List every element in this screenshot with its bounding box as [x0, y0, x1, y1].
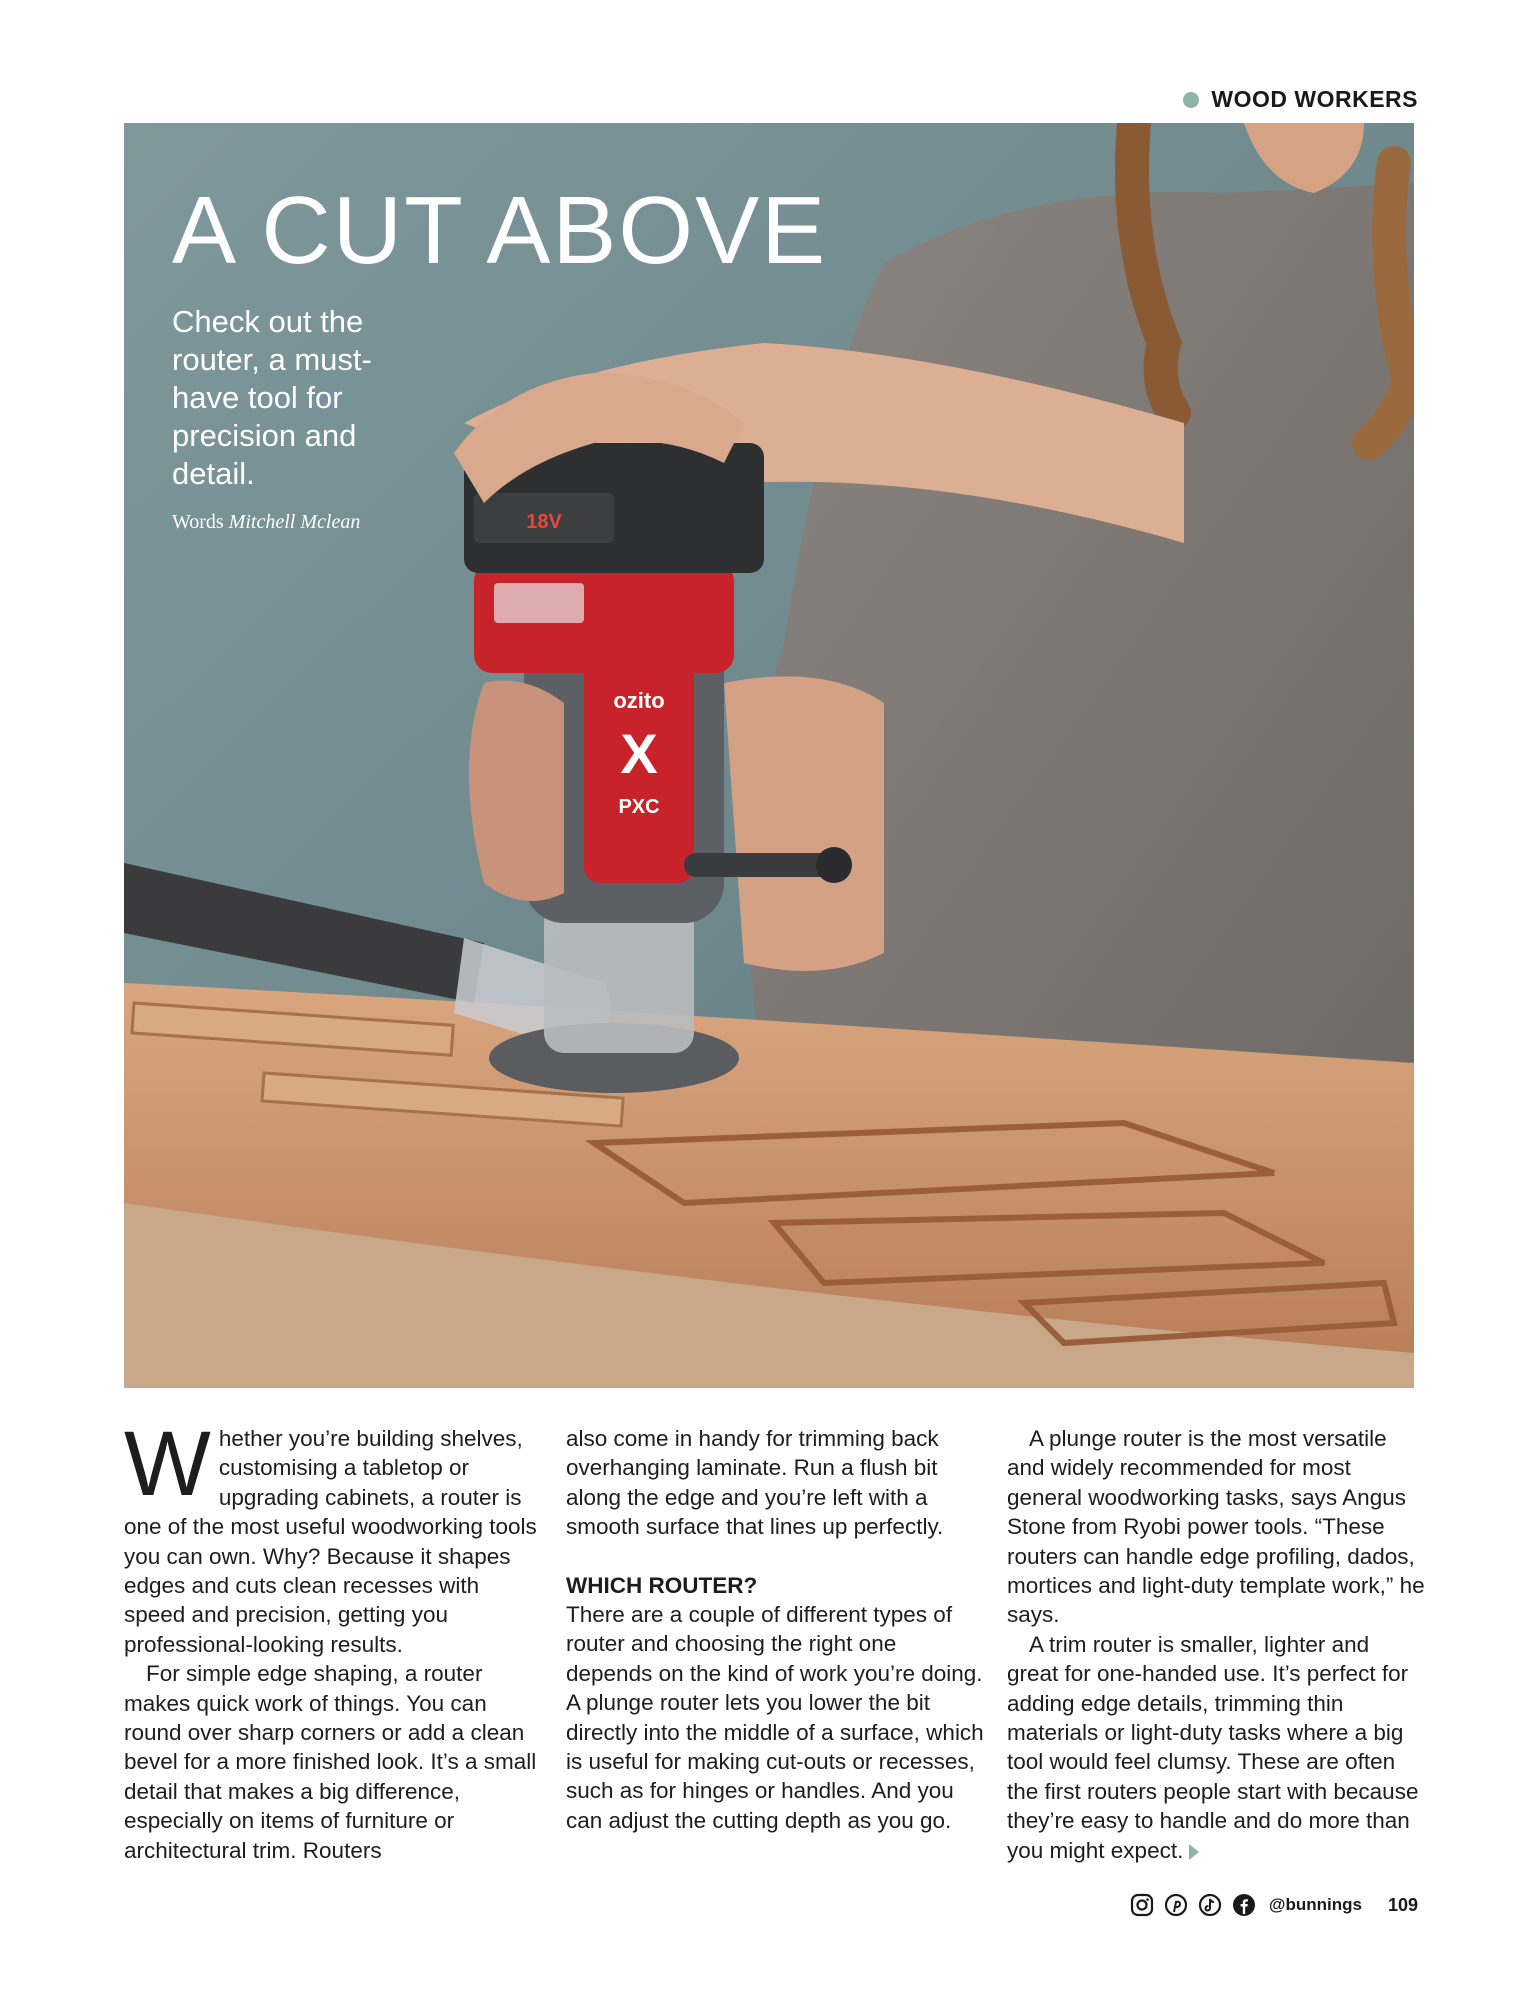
depth-knob-tip — [816, 847, 852, 883]
column-2-paragraph-1: also come in handy for trimming back overhanging laminate. Run a flush bit along the edge and you’re left with a smooth surface that lines up perfectly. — [566, 1426, 944, 1540]
depth-knob — [684, 853, 834, 877]
byline — [172, 511, 360, 534]
pinterest-icon[interactable] — [1163, 1892, 1189, 1918]
tool-badge-text: X — [620, 722, 658, 785]
section-tag-label: WOOD WORKERS — [1211, 86, 1418, 112]
social-handle[interactable]: @bunnings — [1268, 1895, 1362, 1914]
tool-model-text: PXC — [618, 796, 660, 818]
column-2-paragraph-2: There are a couple of different types of router and choosing the right one depends on the kind of work you’re doing. A plunge router lets you lower the bit directly into the middle of a surface, which is useful for making cut-outs or recesses, such as for hinges or handles. And you can adjust the cutting depth as you go. — [566, 1602, 984, 1833]
column-3-paragraph-1: A plunge router is the most versatile and widely recommended for most general woodworking tasks, says Angus Stone from Ryobi power tools. “These routers can handle edge profiling, dados, mortices and light-duty template work,” he says. — [1007, 1426, 1425, 1628]
page-title: A CUT ABOVE — [172, 177, 828, 284]
dropcap: W — [124, 1413, 211, 1515]
lower-arm — [724, 676, 884, 971]
subheading: WHICH ROUTER? — [566, 1572, 758, 1598]
hero-photo — [124, 123, 1414, 1388]
column-3-paragraph-2-text: A trim router is smaller, lighter and great for one-handed use. It’s perfect for adding edge details, trimming thin materials or light-duty tasks where a big tool would feel clumsy. These are often the first routers people start with because they’re easy to handle and do more than you might expect. — [1007, 1631, 1419, 1863]
page-number: 109 — [1387, 1894, 1418, 1915]
article-column-2 — [566, 1424, 984, 1835]
continue-arrow-icon — [1189, 1844, 1199, 1860]
byline-prefix: Words — [172, 511, 224, 533]
byline-author: Mitchell Mclean — [228, 511, 361, 533]
article-column-1 — [124, 1413, 542, 1865]
battery-voltage-text: 18V — [526, 511, 562, 533]
article-column-3 — [1007, 1424, 1425, 1865]
router-housing-clear — [544, 903, 694, 1053]
section-tag — [1183, 86, 1418, 113]
facebook-icon[interactable] — [1231, 1892, 1257, 1918]
tiktok-icon[interactable] — [1197, 1892, 1223, 1918]
subtitle: Check out the router, a must-have tool for precision and detail. — [172, 304, 372, 491]
column-1-paragraph-1 — [124, 1413, 542, 1659]
tool-brand-text: ozito — [613, 688, 665, 713]
section-dot-icon — [1183, 92, 1199, 108]
router-label — [494, 583, 584, 623]
gripping-hand — [469, 681, 564, 902]
column-1-paragraph-2: For simple edge shaping, a router makes quick work of things. You can round over sharp corners or add a clean bevel for a more finished look. It’s a small detail that makes a big difference, especially on items of furniture or architectural trim. Routers — [124, 1661, 537, 1863]
column-1-paragraph-1-text: hether you’re building shelves, customising a tabletop or upgrading cabinets, a router is one of the most useful woodworking tools you can own. Why? Because it shapes edges and cuts clean recesses with speed and precision, getting you professional-looking results. — [124, 1426, 537, 1657]
instagram-icon[interactable] — [1129, 1892, 1155, 1918]
column-3-paragraph-2 — [1007, 1630, 1425, 1865]
page-footer — [1129, 1892, 1418, 1918]
